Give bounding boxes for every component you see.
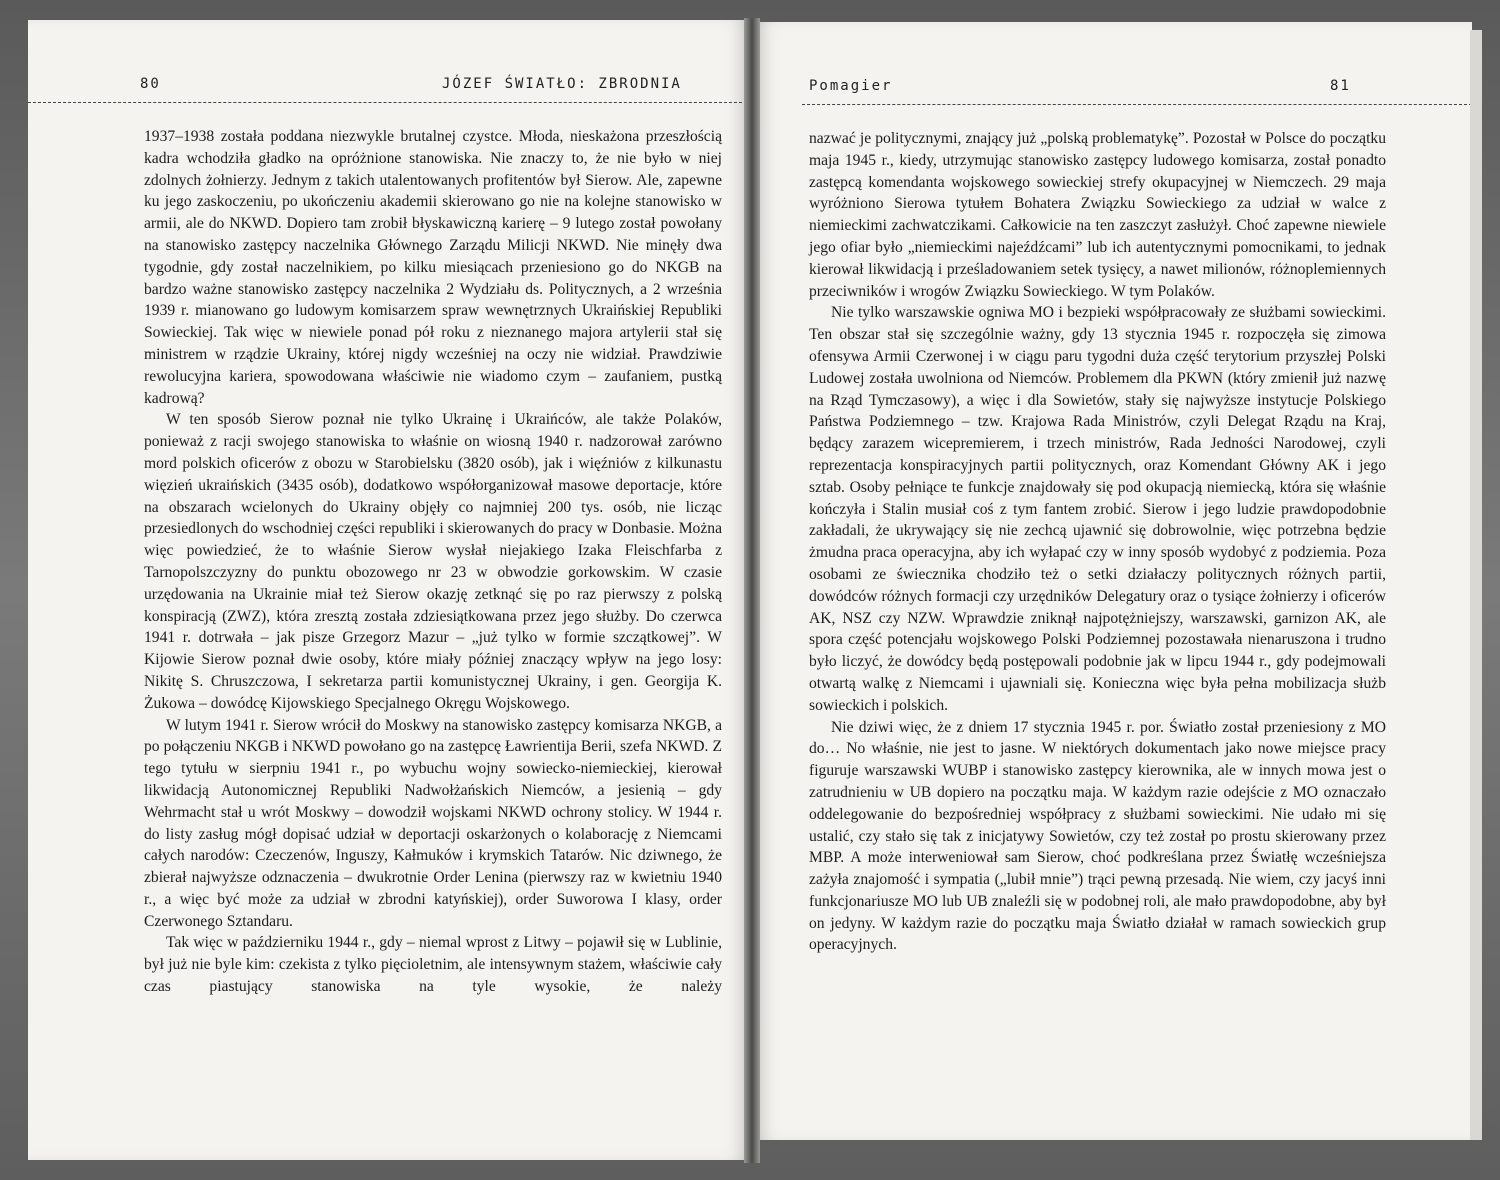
book-page-edge (1470, 30, 1482, 1140)
right-running-head: Pomagier (809, 78, 893, 94)
left-running-head: JÓZEF ŚWIATŁO: ZBRODNIA (442, 76, 682, 92)
left-header-rule (28, 102, 752, 103)
paragraph: 1937–1938 została poddana niezwykle brutalnej czystce. Młoda, nieskażona przeszłością kadra wchodziła gładko na opróżnione stanowiska. Nie znaczy to, że nie było w niej zdolnych żołnierzy. Jednym z takich utalentowanych profitentów był Sierow. Ale, zapewne ku jego zaskoczeniu, po ukończeniu akademii skierowano go nie na kolejne stanowisko w armii, ale do NKWD. Dopiero tam zrobił błyskawiczną karierę – 9 lutego został powołany na stanowisko zastępcy naczelnika Głównego Zarządu Milicji NKWD. Nie minęły dwa tygodnie, gdy został naczelnikiem, po kilku miesiącach przeniesiono go do NKGB na bardzo ważne stanowisko zastępcy naczelnika 2 Wydziału ds. Politycznych, a 2 września 1939 r. mianowano go ludowym komisarzem spraw wewnętrznych Ukraińskiej Republiki Sowieckiej. Tak więc w niewiele ponad pół roku z nieznanego majora artylerii stał się ministrem w rządzie Ukrainy, której nigdy wcześniej na oczy nie widział. Prawdziwie rewolucyjna kariera, spowodowana właściwie nie wiadomo czym – zaufaniem, pustką kadrową? (144, 128, 722, 407)
left-page (28, 20, 752, 1160)
right-header-rule (802, 104, 1472, 105)
left-page-number: 80 (140, 76, 161, 92)
paragraph: Nie dziwi więc, że z dniem 17 stycznia 1945 r. por. Światło został przeniesiony z MO do… No właśnie, nie jest to jasne. W niektórych dokumentach jako nowe miejsce pracy figuruje warszawski WUBP i stanowisko zastępcy kierownika, ale w innych mowa jest o zatrudnieniu w UB dopiero na początku maja. W każdym razie odejście z MO oznaczało oddelegowanie do bezpośredniej współpracy z służbami sowieckimi. Nie udało mi się ustalić, czy stało się tak z inicjatywy Sowietów, czy też został po prostu skierowany przez MBP. A może interweniował sam Sierow, choć podkreślana przez Światłę wcześniejsza zażyła znajomość i sympatia („lubił mnie”) trąci pewną przesadą. Nie wiem, czy jacyś inni funkcjonariusze MO lub UB znaleźli się w podobnej roli, ale mało prawdopodobne, aby był on jedyny. W każdym razie do początku maja Światło działał w ramach sowieckich grup operacyjnych. (809, 718, 1386, 954)
right-page-number: 81 (1330, 78, 1351, 94)
paragraph: W ten sposób Sierow poznał nie tylko Ukrainę i Ukraińców, ale także Polaków, ponieważ z racji swojego stanowiska to właśnie on wiosną 1940 r. nadzorował zarówno mord polskich oficerów z obozu w Starobielsku (3820 osób), jak i więźniów z kilkunastu więzień ukraińskich (3435 osób), dodatkowo współorganizował masowe deportacje, które na obszarach wcielonych do Ukrainy objęły co najmniej 200 tys. osób, nie licząc przesiedlonych do wschodniej części republiki i skierowanych do pracy w Donbasie. Można więc powiedzieć, że to właśnie Sierow wysłał niejakiego Izaka Fleischfarba z Tarnopolszczyzny do punktu obozowego nr 23 w obwodzie gorkowskim. W czasie urzędowania na Ukrainie miał też Sierow okazję zetknąć się po raz pierwszy z polską konspiracją (ZWZ), która zresztą została zdziesiątkowana przez jego służby. Do czerwca 1941 r. dotrwała – jak pisze Grzegorz Mazur – „już tylko w formie szczątkowej”. W Kijowie Sierow poznał dwie osoby, które miały później znaczący wpływ na jego losy: Nikitę S. Chruszczowa, I sekretarza partii komunistycznej Ukrainy, i gen. Georgija K. Żukowa – dowódcę Kijowskiego Specjalnego Okręgu Wojskowego. (144, 411, 722, 712)
paragraph: W lutym 1941 r. Sierow wrócił do Moskwy na stanowisko zastępcy komisarza NKGB, a po połączeniu NKGB i NKWD powołano go na zastępcę Ławrientija Berii, szefa NKWD. Z tego tytułu w sierpniu 1941 r., po wybuchu wojny sowiecko-niemieckiej, kierował likwidacją Autonomicznej Republiki Nadwołżańskich Niemców, a jesienią – gdy Wehrmacht stał u wrót Moskwy – dowodził wojskami NKWD ochrony stolicy. W 1944 r. do listy zasług mógł dopisać udział w deportacji oskarżonych o kolaborację z Niemcami całych narodów: Czeczenów, Inguszy, Kałmuków i krymskich Tatarów. Nic dziwnego, że zbierał najwyższe odznaczenia – dwukrotnie Order Lenina (pierwszy raz w kwietniu 1940 r., a więc być może za udział w zbrodni katyńskiej), order Suworowa I klasy, order Czerwonego Sztandaru. (144, 716, 722, 930)
left-body-text (144, 126, 722, 998)
right-body-text (809, 128, 1386, 956)
right-page (752, 22, 1472, 1140)
paragraph: Nie tylko warszawskie ogniwa MO i bezpieki współpracowały ze służbami sowieckimi. Ten obszar stał się szczególnie ważny, gdy 13 stycznia 1945 r. rozpoczęła się zimowa ofensywa Armii Czerwonej i w ciągu paru tygodni duża część terytorium przyszłej Polski Ludowej została uwolniona od Niemców. Problemem dla PKWN (który zmienił już nazwę na Rząd Tymczasowy), a więc i dla Sowietów, stały się najwyższe instytucje Polskiego Państwa Podziemnego – tzw. Krajowa Rada Ministrów, czyli Delegat Rządu na Kraj, będący zarazem wicepremierem, i trzech ministrów, Rada Jedności Narodowej, czyli reprezentacja konspiracyjnych partii politycznych, oraz Komendant Główny AK i jego sztab. Osoby pełniące te funkcje znajdowały się pod okupacją niemiecką, która się właśnie kończyła i Stalin musiał coś z tym fantem zrobić. Sierow i jego ludzie prawdopodobnie zakładali, że ukrywający się nie zechcą ujawnić się dobrowolnie, więc potrzebna będzie żmudna praca operacyjna, aby ich wyłapać czy w inny sposób wydobyć z podziemia. Poza osobami ze świecznika chodziło też o setki działaczy politycznych różnych partii, dowódców różnych formacji czy urzędników Delegatury oraz o tysiące żołnierzy i oficerów AK, NSZ czy NZW. Wprawdzie zniknął najpotężniejszy, warszawski, garnizon AK, ale spora część potencjału wojskowego Polski Podziemnej pozostawała nienaruszona i trudno było liczyć, że dowódcy będą postępowali podobnie jak w lipcu 1944 r., gdy podejmowali otwartą walkę z Niemcami i ujawniali się. Konieczna więc była pełna mobilizacja służb sowieckich i polskich. (809, 304, 1386, 714)
paragraph: nazwać je politycznymi, znający już „polską problematykę”. Pozostał w Polsce do początku maja 1945 r., kiedy, utrzymując stanowisko zastępcy ludowego komisarza, został ponadto zastępcą komendanta wojskowego sowieckiej strefy okupacyjnej w Niemczech. 29 maja wyróżniono Sierowa tytułem Bohatera Związku Sowieckiego za udział w walce z niemieckimi zachwatczikami. Całkowicie na ten zaszczyt zasłużył. Choć zapewne niewiele jego ofiar było „niemieckimi najeźdźcami” lub ich autentycznymi pomocnikami, to jednak kierował likwidacją i prześladowaniem setek tysięcy, a nawet milionów, różnoplemiennych przeciwników i wrogów Związku Sowieckiego. W tym Polaków. (809, 130, 1386, 300)
book-gutter (744, 18, 760, 1163)
paragraph: Tak więc w październiku 1944 r., gdy – niemal wprost z Litwy – pojawił się w Lublinie, był już nie byle kim: czekista z tylko pięcioletnim, ale intensywnym stażem, właściwie cały czas piastujący stanowiska na tyle wysokie, że należy (144, 934, 722, 996)
